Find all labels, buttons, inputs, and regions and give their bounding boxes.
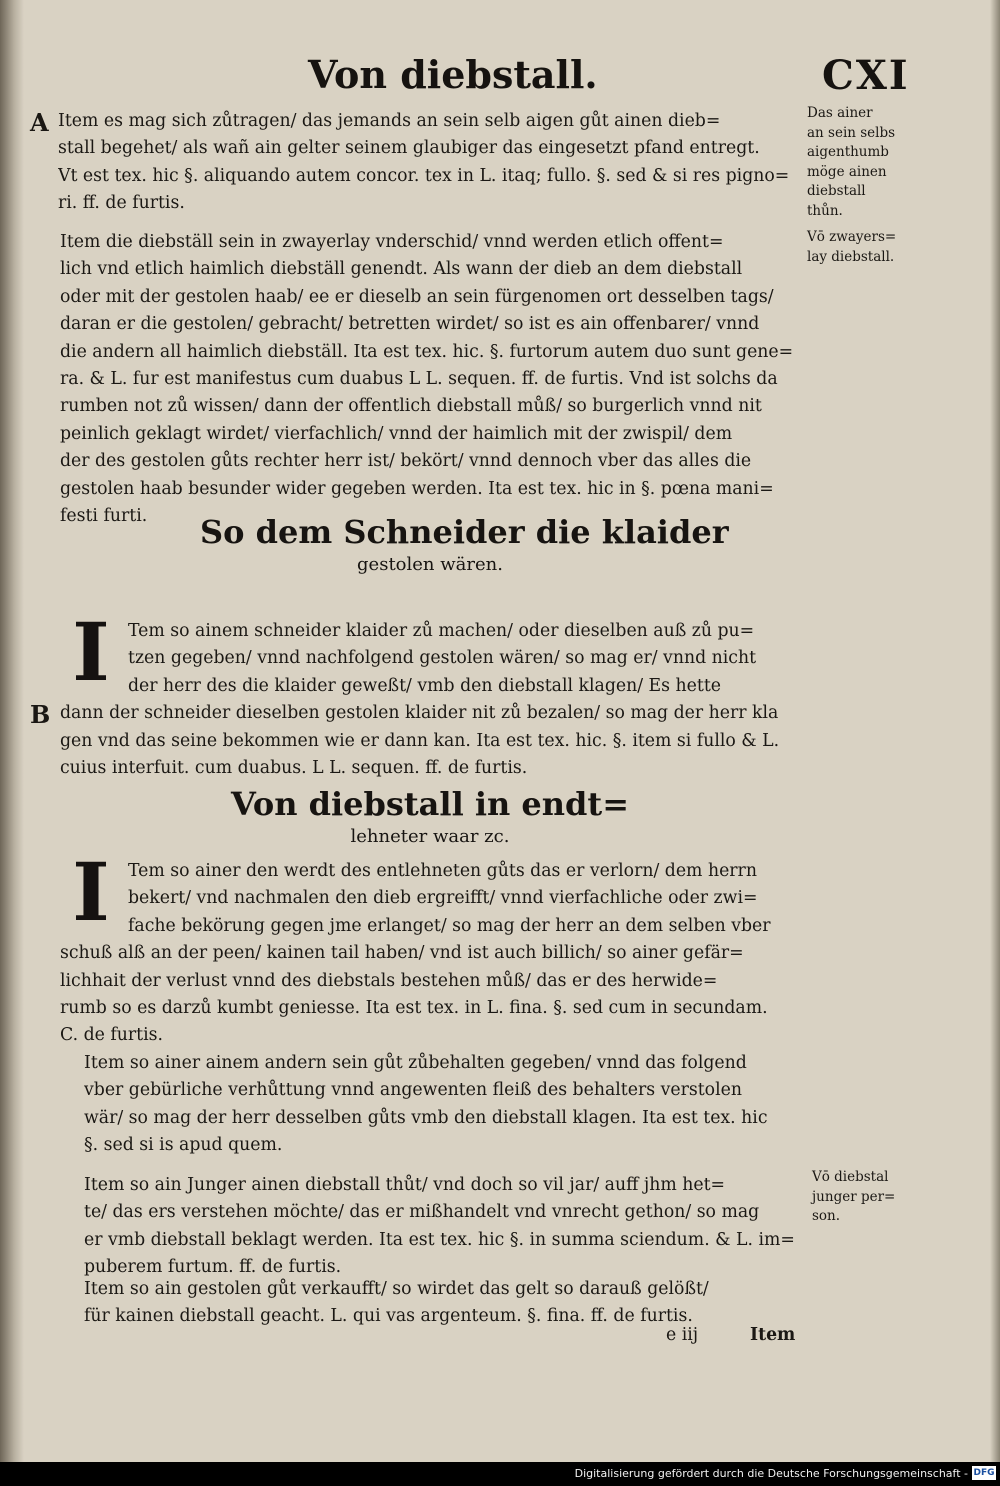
text-line: tzen gegeben/ vnnd nachfolgend gestolen wären/ so mag er/ vnnd nicht [128,648,757,669]
decorated-initial: I [72,605,110,699]
note-line: diebstall [807,183,866,199]
note-line: aigenthumb [807,144,889,160]
paragraph-2 [60,229,802,530]
text-line: peinlich geklagt wirdet/ vierfachlich/ vnnd der haimlich mit der zwispil/ dem [60,423,733,444]
text-line: dann der schneider dieselben gestolen klaider nit zů bezalen/ so mag der herr kla [60,703,779,724]
note-line: son. [812,1208,841,1224]
text-line: daran er die gestolen/ gebracht/ betretten wirdet/ so ist es ain offenbarer/ vnnd [60,314,760,335]
text-line: festi furti. [60,506,148,527]
text-line: bekert/ vnd nachmalen den dieb ergreifft/ vnnd vierfachliche oder zwi= [128,888,758,909]
text-line: oder mit der gestolen haab/ ee er dieselb an sein fürgenomen ort desselben tags/ [60,286,774,307]
note-line: Vō diebstal [812,1169,889,1185]
section-heading-1 [200,512,729,578]
digitization-credit: Digitalisierung gefördert durch die Deutsche Forschungsgemeinschaft - [574,1467,968,1480]
text-line: rumb so es darzů kumbt geniesse. Ita est tex. in L. fina. §. sed cum in secundam. [60,998,768,1019]
text-line: wär/ so mag der herr desselben gůts vmb den diebstall klagen. Ita est tex. hic [84,1107,768,1128]
text-line: Tem so ainem schneider klaider zů machen/ oder dieselben auß zů pu= [128,621,755,641]
signature-mark: e iij [666,1325,699,1345]
note-line: möge ainen [807,163,887,180]
paragraph-6 [84,1172,802,1282]
paragraph-5 [84,1050,802,1160]
text-line: Vt est tex. hic §. aliquando autem concor. tex in L. itaq; fullo. §. sed & si res pigno= [58,165,790,186]
text-line: die andern all haimlich diebställ. Ita est tex. hic. §. furtorum autem duo sunt gene= [60,341,794,362]
margin-note-2 [807,228,896,267]
note-line: an sein selbs [807,124,896,141]
page-gutter [0,0,24,1462]
margin-note-3 [812,1168,895,1227]
text-line: C. de furtis. [60,1025,163,1046]
note-line: Vō zwayers= [807,229,897,245]
heading-title: Von diebstall in endt= [230,785,630,823]
margin-mark-b: B [30,700,51,729]
text-line: der herr des die klaider geweßt/ vmb den diebstall klagen/ Es hette [128,675,722,696]
note-line: Das ainer [807,105,873,121]
text-line: der des gestolen gůts rechter herr ist/ bekört/ vnnd dennoch vber das alles die [60,451,752,472]
heading-subtitle: gestolen wären. [357,554,503,575]
text-line: gestolen haab besunder wider gegeben werden. Ita est tex. hic in §. pœna mani= [60,478,774,499]
text-line: Item so ain gestolen gůt verkaufft/ so wirdet das gelt so darauß gelößt/ [84,1279,709,1299]
paragraph-4 [60,858,802,1050]
note-line: thůn. [807,202,843,219]
folio-number: CXI [822,52,910,99]
note-line: lay diebstall. [807,248,895,265]
text-line: Item es mag sich zůtragen/ das jemands an sein selb aigen gůt ainen dieb= [58,111,721,131]
page-edge [990,0,1000,1462]
text-line: puberem furtum. ff. de furtis. [84,1257,342,1278]
paragraph-1 [58,108,800,218]
text-line: Item die diebställ sein in zwayerlay vnderschid/ vnnd werden etlich offent= [60,232,724,252]
paragraph-3 [60,618,802,782]
dfg-logo: DFG [973,1468,995,1478]
text-line: vber gebürliche verhůttung vnnd angewenten fleiß des behalters verstolen [84,1080,742,1101]
text-line: Item so ainer ainem andern sein gůt zůbehalten gegeben/ vnnd das folgend [84,1053,747,1073]
text-line: Item so ain Junger ainen diebstall thůt/ vnd doch so vil jar/ auff jhm het= [84,1175,726,1195]
text-line: ra. & L. fur est manifestus cum duabus L L. sequen. ff. de furtis. Vnd ist solchs da [60,369,778,390]
heading-subtitle: lehneter waar zc. [350,826,510,847]
text-line: für kainen diebstall geacht. L. qui vas argenteum. §. fina. ff. de furtis. [84,1306,693,1327]
text-line: cuius interfuit. cum duabus. L L. sequen. ff. de furtis. [60,758,528,779]
text-line: rumben not zů wissen/ dann der offentlich diebstall můß/ so burgerlich vnnd nit [60,396,762,417]
running-title: Von diebstall. [308,52,598,97]
text-line: er vmb diebstall beklagt werden. Ita est tex. hic §. in summa sciendum. & L. im= [84,1229,795,1250]
text-line: ri. ff. de furtis. [58,193,185,214]
text-line: fache bekörung gegen jme erlanget/ so mag der herr an dem selben vber [128,915,771,936]
text-line: gen vnd das seine bekommen wie er dann kan. Ita est tex. hic. §. item si fullo & L. [60,730,780,751]
decorated-initial: I [72,845,110,939]
heading-title: So dem Schneider die klaider [200,513,729,551]
text-line: lich vnd etlich haimlich diebställ genendt. Als wann der dieb an dem diebstall [60,259,743,280]
text-line: stall begehet/ als wañ ain gelter seinem glaubiger das eingesetzt pfand entregt. [58,138,760,159]
margin-mark-a: A [30,108,49,137]
section-heading-2 [190,784,670,850]
margin-note-1 [807,104,895,221]
text-line: lichhait der verlust vnnd des diebstals bestehen můß/ das er des herwide= [60,970,718,991]
text-line: Tem so ainer den werdt des entlehneten gůts das er verlorn/ dem herrn [128,861,757,881]
text-line: te/ das ers verstehen möchte/ das er mißhandelt vnd vnrecht gethon/ so mag [84,1202,760,1223]
text-line: §. sed si is apud quem. [84,1135,283,1156]
note-line: junger per= [812,1188,896,1205]
text-line: schuß alß an der peen/ kainen tail haben/ vnd ist auch billich/ so ainer gefär= [60,943,744,964]
catchword: Item [750,1325,796,1345]
